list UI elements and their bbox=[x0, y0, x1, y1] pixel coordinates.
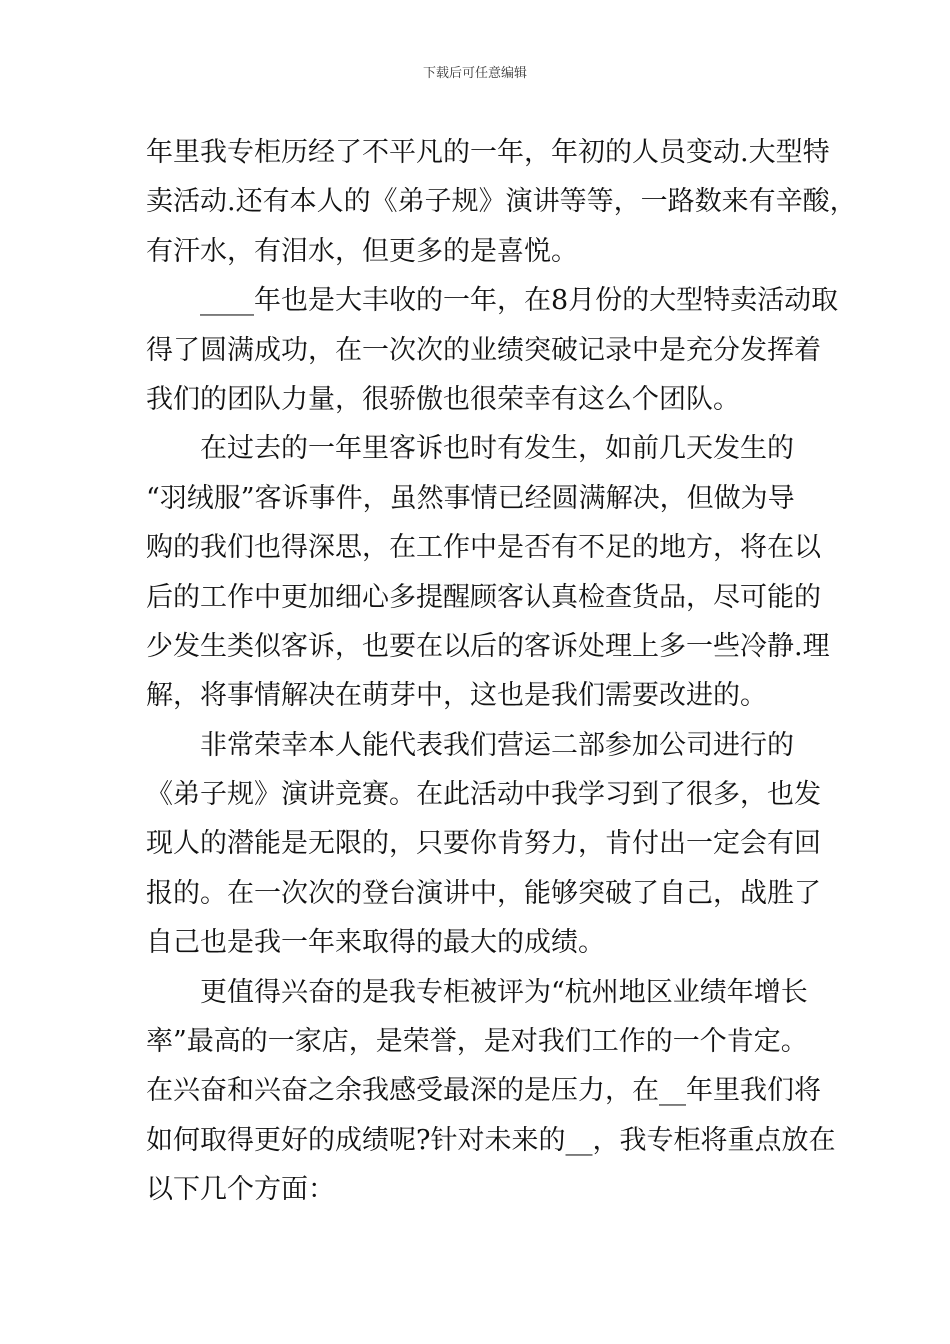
text-line: 得了圆满成功，在一次次的业绩突破记录中是充分发挥着 bbox=[146, 334, 821, 366]
text-line: 我们的团队力量，很骄傲也很荣幸有这么个团队。 bbox=[146, 383, 740, 415]
text-line: 有汗水，有泪水，但更多的是喜悦。 bbox=[146, 235, 578, 267]
text-line: 在兴奋和兴奋之余我感受最深的是压力，在__年里我们将 bbox=[146, 1075, 821, 1107]
document-body bbox=[146, 128, 857, 1215]
text-line: 现人的潜能是无限的，只要你肯努力，肯付出一定会有回 bbox=[146, 828, 821, 860]
text-line: 《弟子规》演讲竞赛。在此活动中我学习到了很多，也发 bbox=[146, 779, 821, 811]
text-line: 后的工作中更加细心多提醒顾客认真检查货品，尽可能的 bbox=[146, 581, 821, 613]
text-line: 年里我专柜历经了不平凡的一年，年初的人员变动.大型特 bbox=[146, 137, 830, 168]
text-line: 率”最高的一家店，是荣誉，是对我们工作的一个肯定。 bbox=[146, 1026, 808, 1058]
paragraph-first-line: 更值得兴奋的是我专柜被评为“杭州地区业绩年增长 bbox=[200, 976, 808, 1008]
page-header: 下载后可任意编辑 bbox=[422, 66, 527, 81]
text-line: 以下几个方面： bbox=[146, 1174, 335, 1206]
text-line: 卖活动.还有本人的《弟子规》演讲等等，一路数来有辛酸， bbox=[146, 186, 857, 218]
text-line: 购的我们也得深思，在工作中是否有不足的地方，将在以 bbox=[146, 532, 821, 564]
paragraph-first-line: 在过去的一年里客诉也时有发生，如前几天发生的 bbox=[200, 433, 794, 465]
text-line: 解，将事情解决在萌芽中，这也是我们需要改进的。 bbox=[146, 680, 767, 712]
paragraph-first-line: ____年也是大丰收的一年，在8月份的大型特卖活动取 bbox=[200, 285, 839, 317]
text-line: 如何取得更好的成绩呢?针对未来的__，我专柜将重点放在 bbox=[146, 1124, 836, 1156]
paragraph-first-line: 非常荣幸本人能代表我们营运二部参加公司进行的 bbox=[200, 729, 794, 761]
text-line: 报的。在一次次的登台演讲中，能够突破了自己，战胜了 bbox=[146, 877, 821, 909]
text-line: “羽绒服”客诉事件，虽然事情已经圆满解决，但做为导 bbox=[146, 482, 795, 514]
text-line: 少发生类似客诉，也要在以后的客诉处理上多一些冷静.理 bbox=[146, 630, 830, 662]
text-line: 自己也是我一年来取得的最大的成绩。 bbox=[146, 927, 605, 959]
